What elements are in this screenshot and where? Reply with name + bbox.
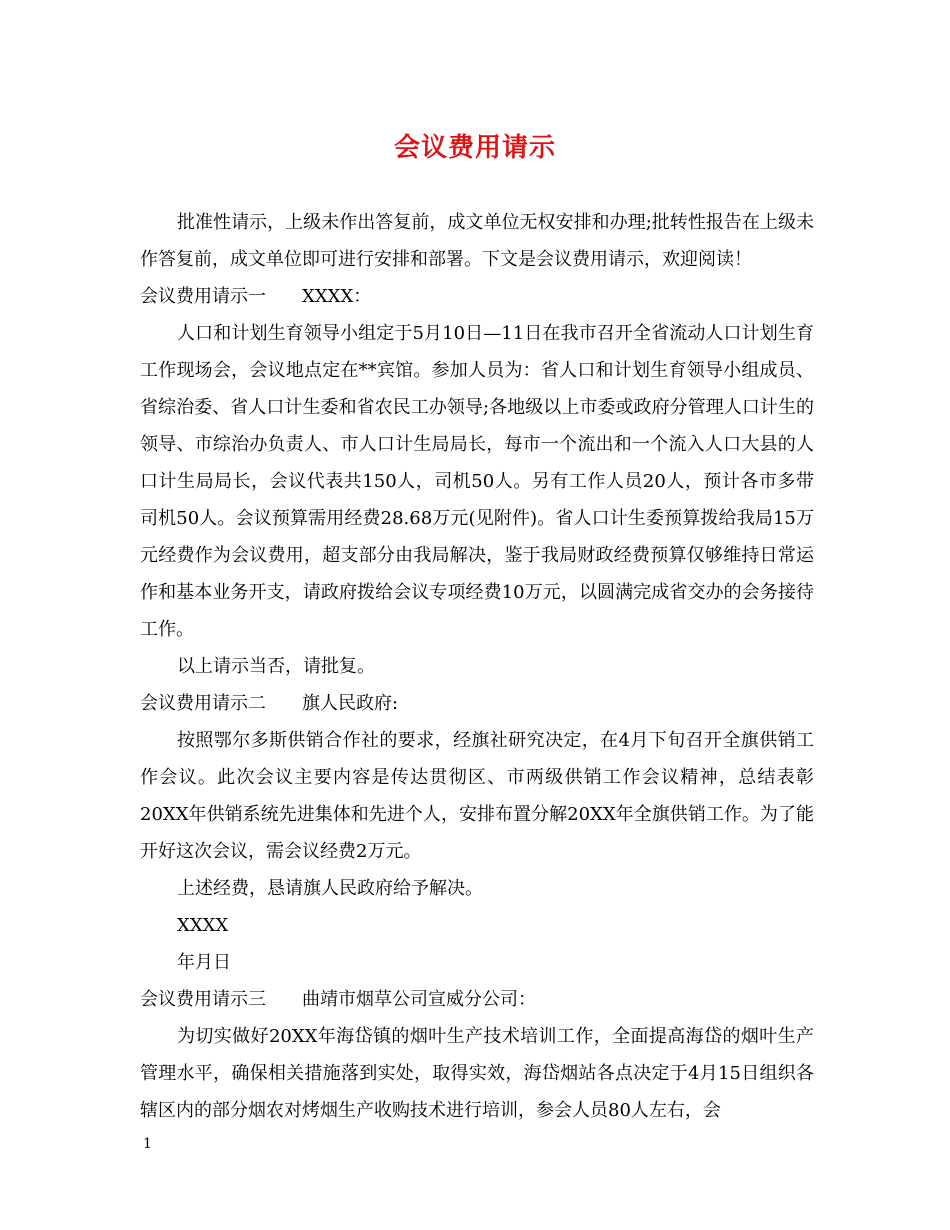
section-3-addressee: 曲靖市烟草公司宣威分公司：: [302, 989, 536, 1010]
section-3-body: 为切实做好20XX年海岱镇的烟叶生产技术培训工作，全面提高海岱的烟叶生产管理水平，确保相关措施落到实处，取得实效，海岱烟站各点决定于4月15日组织各辖区内的部分烟农对烤烟生产收购技术进行培训，参会人员80人左右，会: [140, 1026, 814, 1121]
section-1-heading: 会议费用请示一: [140, 286, 266, 307]
section-1-body: 人口和计划生育领导小组定于5月10日—11日在我市召开全省流动人口计划生育工作现场会，会议地点定在**宾馆。参加人员为：省人口和计划生育领导小组成员、省综治委、省人口计生委和省农民工办领导;各地级以上市委或政府分管理人口计生的领导、市综治办负责人、市人口计生局局长，每市一个流出和一个流入人口大县的人口计生局局长，会议代表共150人，司机50人。另有工作人员20人，预计各市多带司机50人。会议预算需用经费28.68万元(见附件)。省人口计生委预算拨给我局15万元经费作为会议费用，超支部分由我局解决，鉴于我局财政经费预算仅够维持日常运作和基本业务开支，请政府拨给会议专项经费10万元，以圆满完成省交办的会务接待工作。: [140, 323, 814, 640]
section-3-heading: 会议费用请示三: [140, 989, 266, 1010]
section-2-date: 年月日: [177, 952, 231, 973]
section-1-addressee: XXXX：: [302, 286, 372, 307]
section-1-closing: 以上请示当否，请批复。: [177, 656, 375, 677]
section-2-addressee: 旗人民政府:: [302, 693, 399, 714]
section-2-closing: 上述经费，恳请旗人民政府给予解决。: [177, 878, 483, 899]
section-2-heading: 会议费用请示二: [140, 693, 266, 714]
document-title: 会议费用请示: [393, 133, 556, 163]
document-body: [140, 204, 814, 1129]
section-2-signature: XXXX: [177, 915, 229, 936]
section-2-heading-line: [140, 685, 814, 722]
section-1-heading-line: [140, 278, 814, 315]
section-3-heading-line: [140, 981, 814, 1018]
intro-paragraph: 批准性请示，上级未作出答复前，成文单位无权安排和办理;批转性报告在上级未作答复前，成文单位即可进行安排和部署。下文是会议费用请示，欢迎阅读！: [140, 212, 814, 270]
page-number: 1: [143, 1136, 152, 1152]
section-2-body: 按照鄂尔多斯供销合作社的要求，经旗社研究决定，在4月下旬召开全旗供销工作会议。此次会议主要内容是传达贯彻区、市两级供销工作会议精神，总结表彰20XX年供销系统先进集体和先进个人，安排布置分解20XX年全旗供销工作。为了能开好这次会议，需会议经费2万元。: [140, 730, 814, 862]
